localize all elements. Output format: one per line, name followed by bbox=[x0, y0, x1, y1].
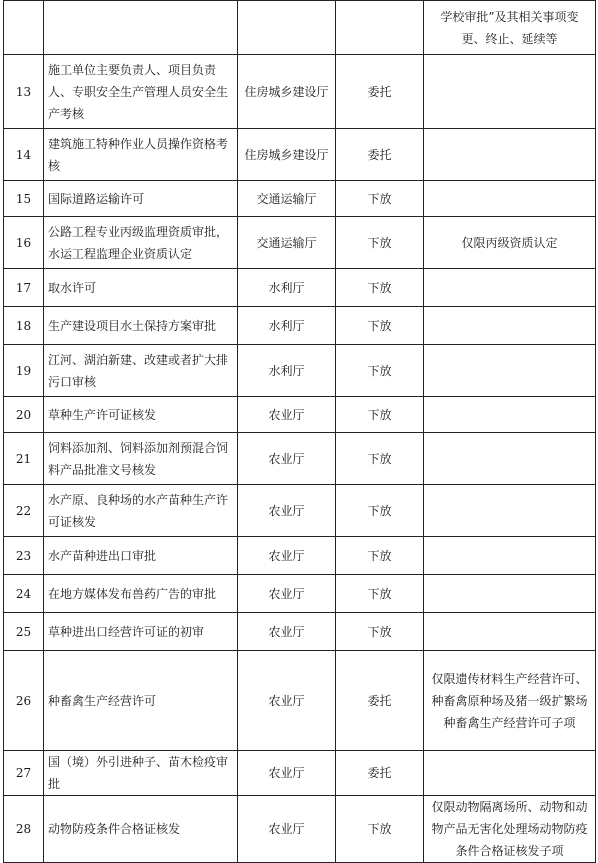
mode-cell: 委托 bbox=[336, 55, 424, 129]
row-number-cell: 21 bbox=[4, 433, 44, 485]
row-number-cell bbox=[4, 1, 44, 55]
mode-cell: 下放 bbox=[336, 537, 424, 575]
row-number-cell: 28 bbox=[4, 796, 44, 863]
item-name-cell: 草种生产许可证核发 bbox=[44, 397, 238, 433]
department-cell: 农业厅 bbox=[238, 651, 336, 751]
item-name-cell: 水产苗种进出口审批 bbox=[44, 537, 238, 575]
row-number-cell: 17 bbox=[4, 269, 44, 307]
row-number-cell: 22 bbox=[4, 485, 44, 537]
row-number-cell: 27 bbox=[4, 751, 44, 796]
mode-cell: 下放 bbox=[336, 181, 424, 217]
table-row bbox=[4, 397, 596, 433]
row-number-cell: 19 bbox=[4, 345, 44, 397]
item-name-cell bbox=[44, 1, 238, 55]
mode-cell: 下放 bbox=[336, 269, 424, 307]
department-cell: 水利厅 bbox=[238, 307, 336, 345]
table-row bbox=[4, 1, 596, 55]
department-cell: 农业厅 bbox=[238, 397, 336, 433]
table-row bbox=[4, 575, 596, 613]
table-row bbox=[4, 307, 596, 345]
note-cell bbox=[424, 537, 596, 575]
note-cell bbox=[424, 129, 596, 181]
table-row bbox=[4, 433, 596, 485]
table-row bbox=[4, 345, 596, 397]
department-cell: 农业厅 bbox=[238, 796, 336, 863]
item-name-cell: 国际道路运输许可 bbox=[44, 181, 238, 217]
row-number-cell: 15 bbox=[4, 181, 44, 217]
note-cell bbox=[424, 575, 596, 613]
mode-cell: 委托 bbox=[336, 129, 424, 181]
item-name-cell: 公路工程专业丙级监理资质审批，水运工程监理企业资质认定 bbox=[44, 217, 238, 269]
table-row bbox=[4, 751, 596, 796]
row-number-cell: 24 bbox=[4, 575, 44, 613]
note-cell bbox=[424, 307, 596, 345]
note-cell bbox=[424, 345, 596, 397]
note-cell: 仅限丙级资质认定 bbox=[424, 217, 596, 269]
item-name-cell: 在地方媒体发布兽药广告的审批 bbox=[44, 575, 238, 613]
mode-cell: 委托 bbox=[336, 651, 424, 751]
item-name-cell: 动物防疫条件合格证核发 bbox=[44, 796, 238, 863]
note-cell bbox=[424, 485, 596, 537]
note-cell bbox=[424, 55, 596, 129]
row-number-cell: 25 bbox=[4, 613, 44, 651]
item-name-cell: 生产建设项目水土保持方案审批 bbox=[44, 307, 238, 345]
table-row bbox=[4, 217, 596, 269]
row-number-cell: 18 bbox=[4, 307, 44, 345]
department-cell bbox=[238, 1, 336, 55]
note-cell bbox=[424, 433, 596, 485]
item-name-cell: 水产原、良种场的水产苗种生产许可证核发 bbox=[44, 485, 238, 537]
mode-cell: 下放 bbox=[336, 307, 424, 345]
row-number-cell: 16 bbox=[4, 217, 44, 269]
department-cell: 农业厅 bbox=[238, 575, 336, 613]
row-number-cell: 26 bbox=[4, 651, 44, 751]
row-number-cell: 14 bbox=[4, 129, 44, 181]
row-number-cell: 23 bbox=[4, 537, 44, 575]
table-row bbox=[4, 537, 596, 575]
table-row bbox=[4, 55, 596, 129]
mode-cell: 下放 bbox=[336, 397, 424, 433]
note-cell: 学校审批”及其相关事项变更、终止、延续等 bbox=[424, 1, 596, 55]
item-name-cell: 江河、湖泊新建、改建或者扩大排污口审核 bbox=[44, 345, 238, 397]
department-cell: 水利厅 bbox=[238, 345, 336, 397]
item-name-cell: 国（境）外引进种子、苗木检疫审批 bbox=[44, 751, 238, 796]
table-row bbox=[4, 613, 596, 651]
department-cell: 农业厅 bbox=[238, 537, 336, 575]
mode-cell: 委托 bbox=[336, 751, 424, 796]
item-name-cell: 种畜禽生产经营许可 bbox=[44, 651, 238, 751]
note-cell bbox=[424, 751, 596, 796]
row-number-cell: 13 bbox=[4, 55, 44, 129]
mode-cell: 下放 bbox=[336, 217, 424, 269]
item-name-cell: 草种进出口经营许可证的初审 bbox=[44, 613, 238, 651]
department-cell: 水利厅 bbox=[238, 269, 336, 307]
mode-cell: 下放 bbox=[336, 485, 424, 537]
table-row bbox=[4, 796, 596, 863]
table-row bbox=[4, 651, 596, 751]
mode-cell: 下放 bbox=[336, 613, 424, 651]
department-cell: 住房城乡建设厅 bbox=[238, 55, 336, 129]
department-cell: 农业厅 bbox=[238, 613, 336, 651]
mode-cell: 下放 bbox=[336, 796, 424, 863]
department-cell: 交通运输厅 bbox=[238, 217, 336, 269]
department-cell: 住房城乡建设厅 bbox=[238, 129, 336, 181]
mode-cell: 下放 bbox=[336, 433, 424, 485]
note-cell bbox=[424, 269, 596, 307]
department-cell: 交通运输厅 bbox=[238, 181, 336, 217]
note-cell bbox=[424, 613, 596, 651]
item-name-cell: 施工单位主要负责人、项目负责人、专职安全生产管理人员安全生产考核 bbox=[44, 55, 238, 129]
item-name-cell: 饲料添加剂、饲料添加剂预混合饲料产品批准文号核发 bbox=[44, 433, 238, 485]
mode-cell bbox=[336, 1, 424, 55]
table-row bbox=[4, 485, 596, 537]
department-cell: 农业厅 bbox=[238, 751, 336, 796]
department-cell: 农业厅 bbox=[238, 433, 336, 485]
table-row bbox=[4, 269, 596, 307]
item-name-cell: 取水许可 bbox=[44, 269, 238, 307]
note-cell: 仅限动物隔离场所、动物和动物产品无害化处理场动物防疫条件合格证核发子项 bbox=[424, 796, 596, 863]
note-cell bbox=[424, 181, 596, 217]
note-cell bbox=[424, 397, 596, 433]
approval-items-table bbox=[3, 0, 596, 863]
mode-cell: 下放 bbox=[336, 575, 424, 613]
item-name-cell: 建筑施工特种作业人员操作资格考核 bbox=[44, 129, 238, 181]
department-cell: 农业厅 bbox=[238, 485, 336, 537]
note-cell: 仅限遗传材料生产经营许可、种畜禽原种场及猪一级扩繁场种畜禽生产经营许可子项 bbox=[424, 651, 596, 751]
table-row bbox=[4, 181, 596, 217]
row-number-cell: 20 bbox=[4, 397, 44, 433]
table-row bbox=[4, 129, 596, 181]
mode-cell: 下放 bbox=[336, 345, 424, 397]
